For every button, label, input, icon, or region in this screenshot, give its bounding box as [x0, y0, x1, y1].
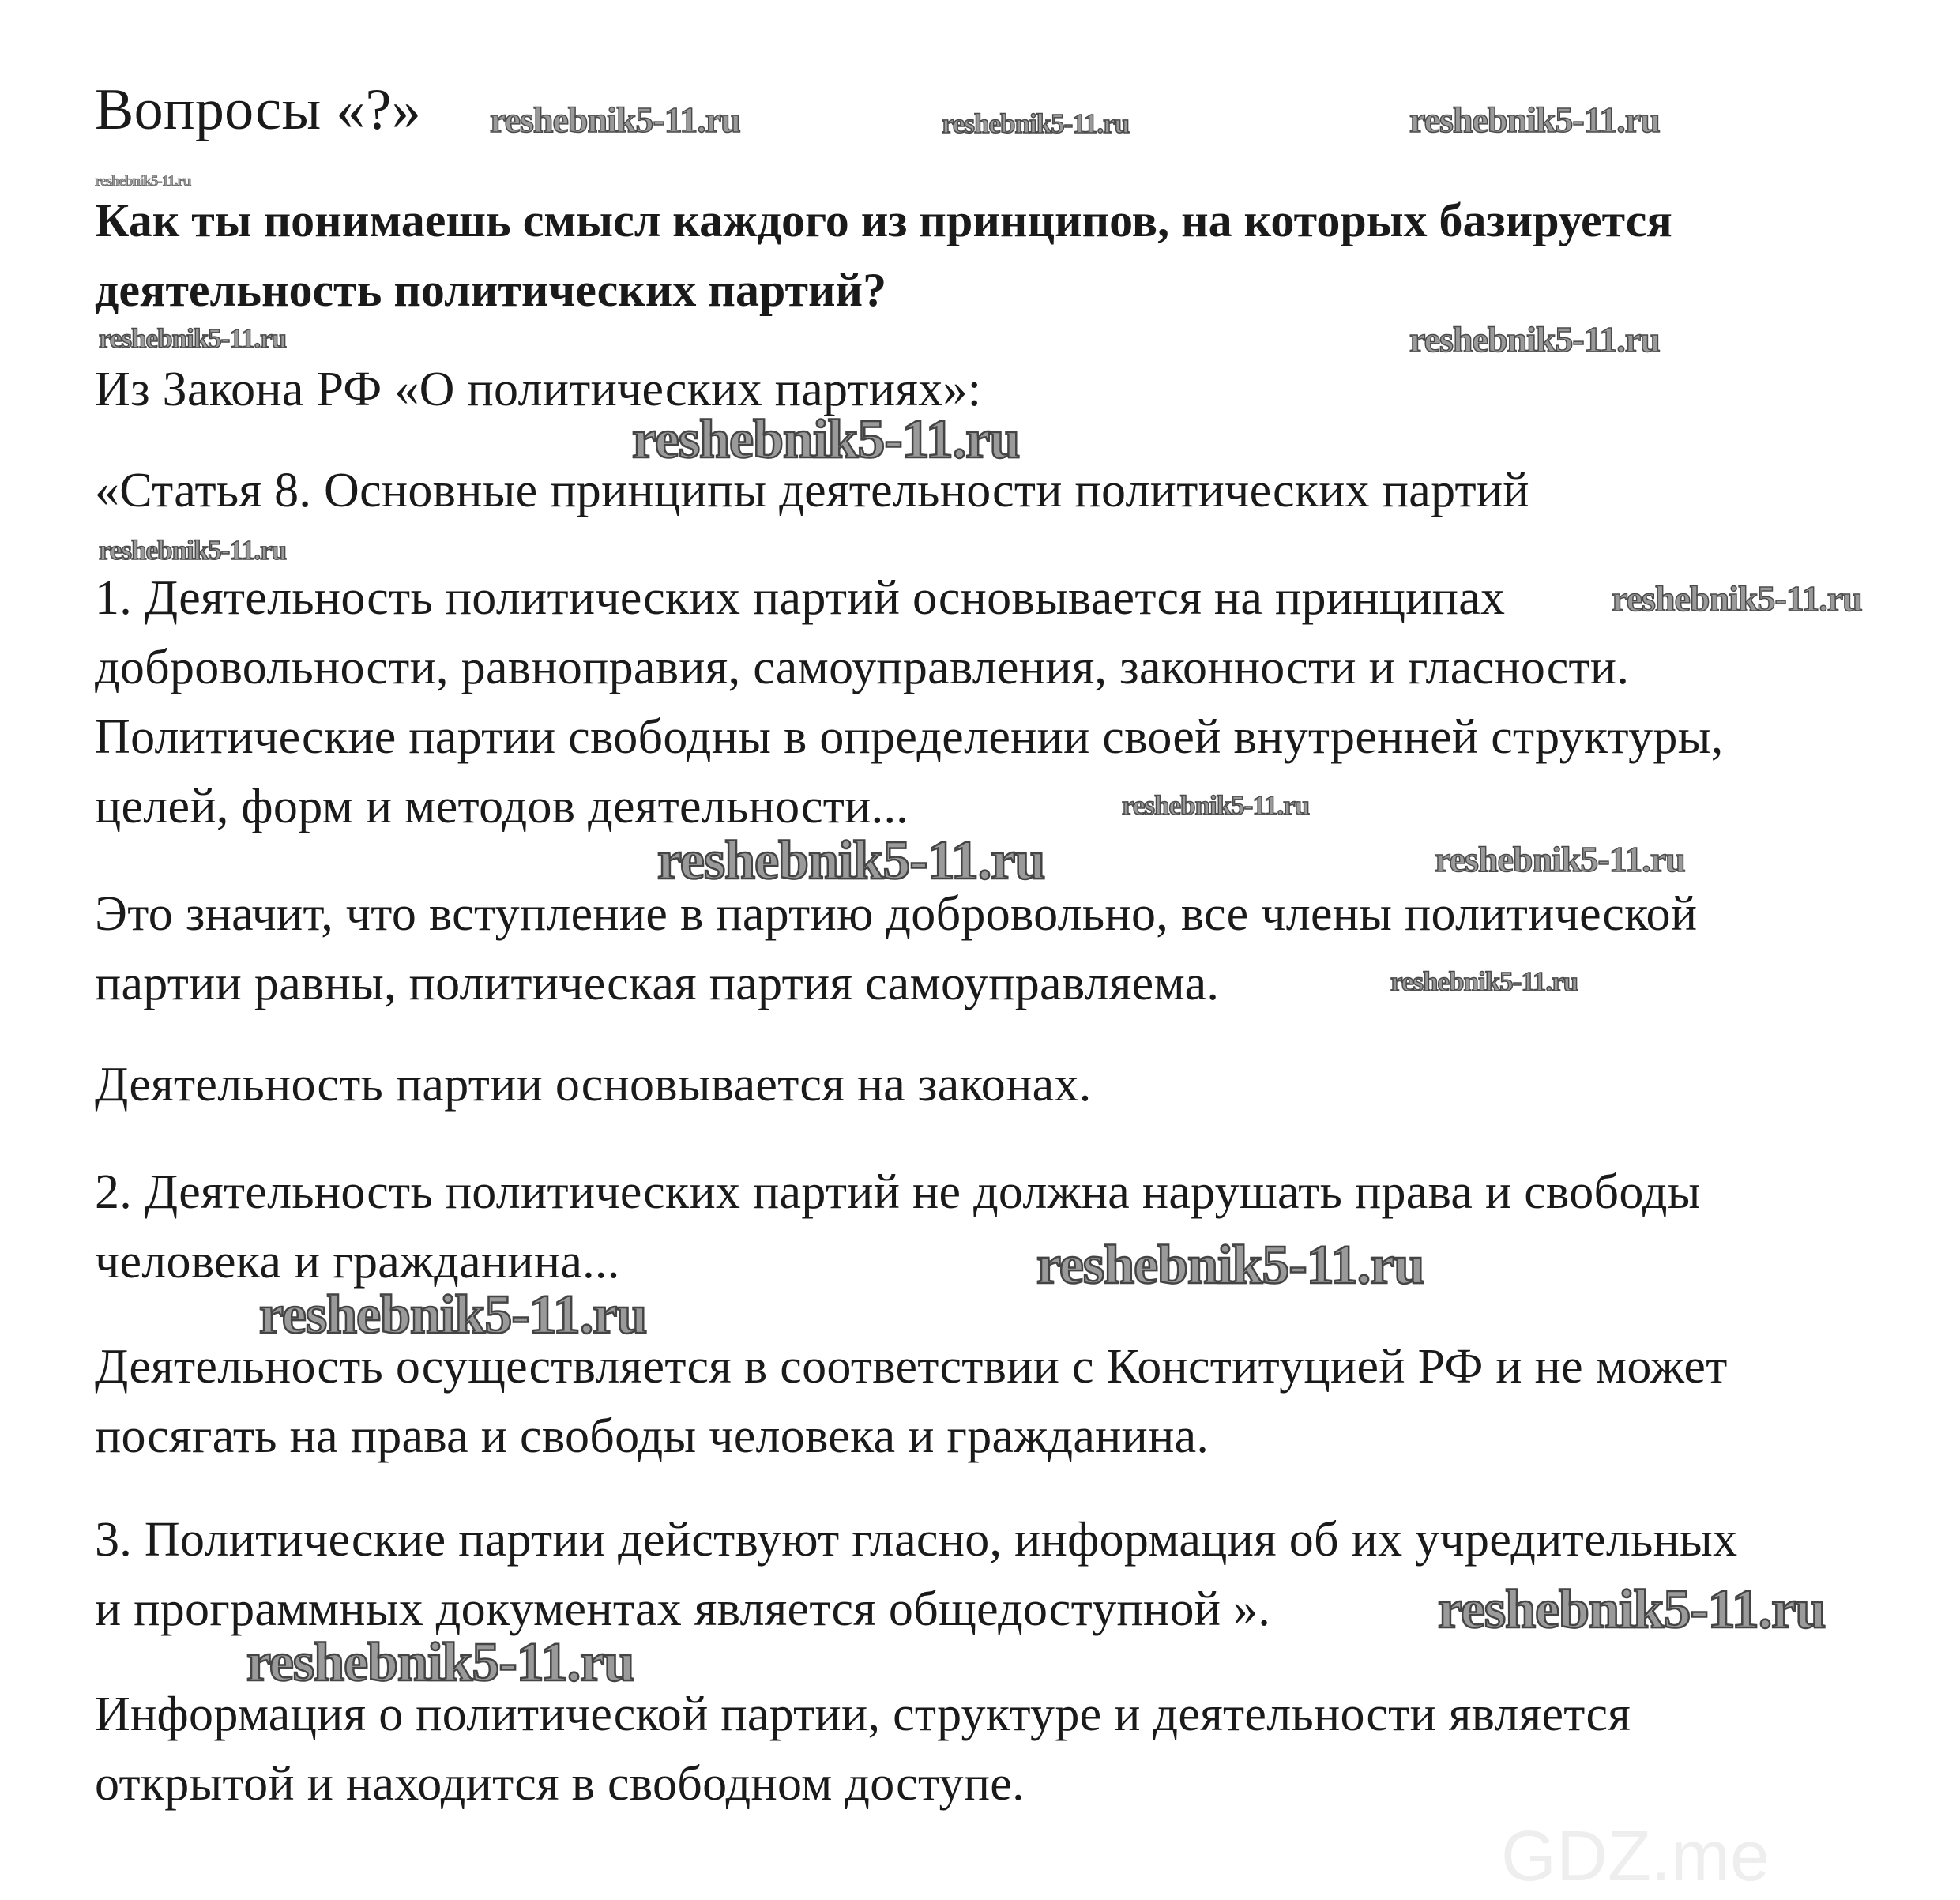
text-line: посягать на права и свободы человека и гражданина.: [95, 1409, 1209, 1463]
text-line: открытой и находится в свободном доступе.: [95, 1757, 1025, 1811]
watermark: reshebnik5-11.ru: [1438, 1579, 1826, 1640]
watermark: reshebnik5-11.ru: [95, 173, 191, 190]
question-line: деятельность политических партий?: [95, 264, 887, 316]
watermark: reshebnik5-11.ru: [490, 100, 740, 140]
text-line: целей, форм и методов деятельности...: [95, 780, 909, 833]
text-line: 1. Деятельность политических партий основывается на принципах: [95, 571, 1506, 625]
watermark: reshebnik5-11.ru: [657, 830, 1045, 891]
text-line: и программных документах является общедоступной ».: [95, 1582, 1271, 1636]
watermark: reshebnik5-11.ru: [632, 409, 1020, 470]
text-line: добровольности, равноправия, самоуправления, законности и гласности.: [95, 641, 1630, 694]
text-line: 3. Политические партии действуют гласно, информация об их учредительных: [95, 1513, 1738, 1567]
watermark: reshebnik5-11.ru: [1409, 319, 1660, 359]
page-title: Вопросы «?»: [95, 77, 422, 142]
watermark: reshebnik5-11.ru: [942, 108, 1130, 139]
text-line: Политические партии свободны в определении своей внутренней структуры,: [95, 710, 1724, 764]
watermark: reshebnik5-11.ru: [259, 1285, 647, 1345]
watermark: reshebnik5-11.ru: [99, 323, 287, 354]
text-line: партии равны, политическая партия самоуправляема.: [95, 957, 1220, 1010]
watermark: reshebnik5-11.ru: [1409, 100, 1660, 140]
text-line: Из Закона РФ «О политических партиях»:: [95, 363, 982, 416]
watermark: reshebnik5-11.ru: [1612, 578, 1862, 619]
watermark: reshebnik5-11.ru: [1390, 966, 1578, 997]
text-line: человека и гражданина...: [95, 1235, 620, 1289]
question-line: Как ты понимаешь смысл каждого из принципов, на которых базируется: [95, 194, 1672, 246]
watermark: reshebnik5-11.ru: [246, 1632, 634, 1693]
watermark: reshebnik5-11.ru: [99, 535, 287, 566]
text-line: Информация о политической партии, структуре и деятельности является: [95, 1687, 1631, 1741]
text-line: 2. Деятельность политических партий не должна нарушать права и свободы: [95, 1165, 1701, 1219]
text-line: «Статья 8. Основные принципы деятельности политических партий: [95, 464, 1529, 517]
watermark: reshebnik5-11.ru: [1122, 790, 1310, 821]
text-line: Это значит, что вступление в партию добровольно, все члены политической: [95, 887, 1698, 941]
text-line: Деятельность партии основывается на законах.: [95, 1058, 1092, 1112]
ghost-watermark: GDZ.me: [1501, 1817, 1770, 1896]
text-line: Деятельность осуществляется в соответствии с Конституцией РФ и не может: [95, 1340, 1728, 1394]
watermark: reshebnik5-11.ru: [1435, 839, 1685, 879]
watermark: reshebnik5-11.ru: [1036, 1235, 1424, 1296]
